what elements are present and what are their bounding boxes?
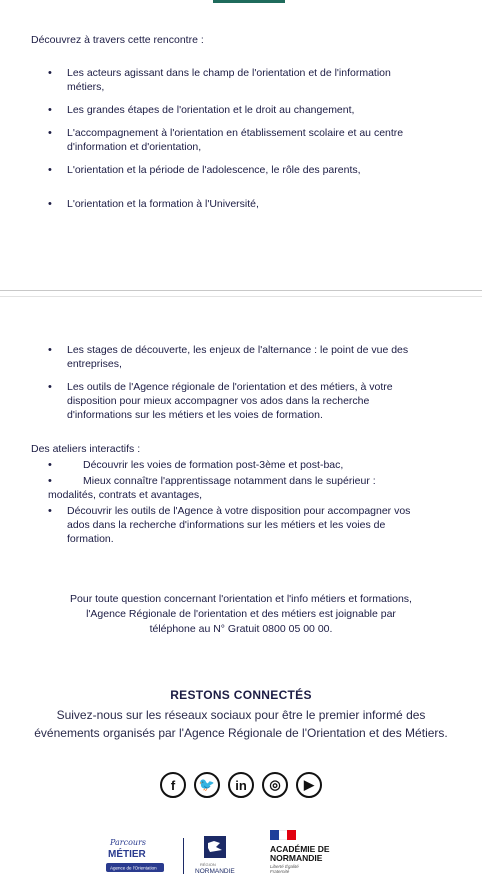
atelier-text-continued: modalités, contrats et avantages, (48, 489, 203, 501)
academie-text: ACADÉMIE DE NORMANDIE (270, 844, 330, 863)
motto-text: Liberté Égalité Fraternité (270, 864, 299, 874)
normandie-region-logo[interactable] (194, 836, 238, 876)
follow-us-text: Suivez-nous sur les réseaux sociaux pour être le premier informé des événements organisés par l'Agence Régionale de l'Orientation et des Métiers. (34, 708, 448, 740)
section-divider-2 (0, 296, 482, 297)
section-divider (0, 290, 482, 291)
list-item: • Les acteurs agissant dans le champ de l'orientation et de l'information métiers, (48, 66, 418, 94)
list-item: • Les outils de l'Agence régionale de l'orientation et des métiers, à votre disposition pour mieux accompagner vos ados dans la recherche d'informations sur les métiers et les voies de formation. (48, 380, 418, 422)
contact-line-3: téléphone au N° Gratuit 0800 05 00 00. (149, 623, 333, 635)
facebook-icon[interactable]: f (160, 772, 186, 798)
parcours-sub-text: Agence de l'Orientation (110, 865, 157, 871)
atelier-item (48, 474, 418, 502)
social-links (0, 772, 482, 798)
list-item: • Les grandes étapes de l'orientation et le droit au changement, (48, 103, 418, 117)
topics-list (48, 66, 418, 220)
contact-info (20, 592, 462, 637)
list-item: • Les stages de découverte, les enjeux de l'alternance : le point de vue des entreprises, (48, 343, 418, 371)
logo-divider (183, 838, 184, 874)
atelier-text: Découvrir les outils de l'Agence à votre disposition pour accompagner vos ados dans la recherche d'informations sur les métiers et les voies de formation. (67, 505, 411, 545)
academie-normandie-logo[interactable] (270, 830, 370, 878)
top-accent-bar (213, 0, 285, 3)
list-item: • L'orientation et la formation à l'Université, (48, 197, 418, 211)
metier-text: MÉTIER (108, 849, 146, 860)
atelier-item (48, 504, 418, 546)
contact-line-2: l'Agence Régionale de l'orientation et des métiers est joignable par (86, 608, 396, 620)
intro-text: Découvrez à travers cette rencontre : (31, 34, 204, 46)
instagram-icon[interactable]: ◎ (262, 772, 288, 798)
atelier-text: Découvrir les voies de formation post-3ème et post-bac, (83, 459, 344, 471)
atelier-item (48, 458, 418, 472)
list-item: • L'orientation et la période de l'adolescence, le rôle des parents, (48, 163, 418, 177)
french-flag-icon (270, 830, 296, 840)
atelier-text: Mieux connaître l'apprentissage notamment dans le supérieur : (83, 475, 376, 487)
twitter-icon[interactable]: 🐦 (194, 772, 220, 798)
normandie-text: NORMANDIE (195, 868, 235, 875)
restons-connectes-heading: RESTONS CONNECTÉS (170, 688, 312, 702)
ateliers-list (48, 458, 418, 548)
list-item: • L'accompagnement à l'orientation en établissement scolaire et au centre d'information et d'orientation, (48, 126, 418, 154)
parcours-metier-logo[interactable] (106, 836, 166, 874)
youtube-icon[interactable]: ▶ (296, 772, 322, 798)
region-text: RÉGION (200, 862, 216, 867)
contact-line-1: Pour toute question concernant l'orientation et l'info métiers et formations, (70, 593, 412, 605)
ateliers-title: Des ateliers interactifs : (31, 443, 141, 455)
topics-list-2 (48, 343, 418, 431)
parcours-text: Parcours (110, 838, 146, 847)
linkedin-icon[interactable]: in (228, 772, 254, 798)
footer-logos (0, 830, 482, 878)
